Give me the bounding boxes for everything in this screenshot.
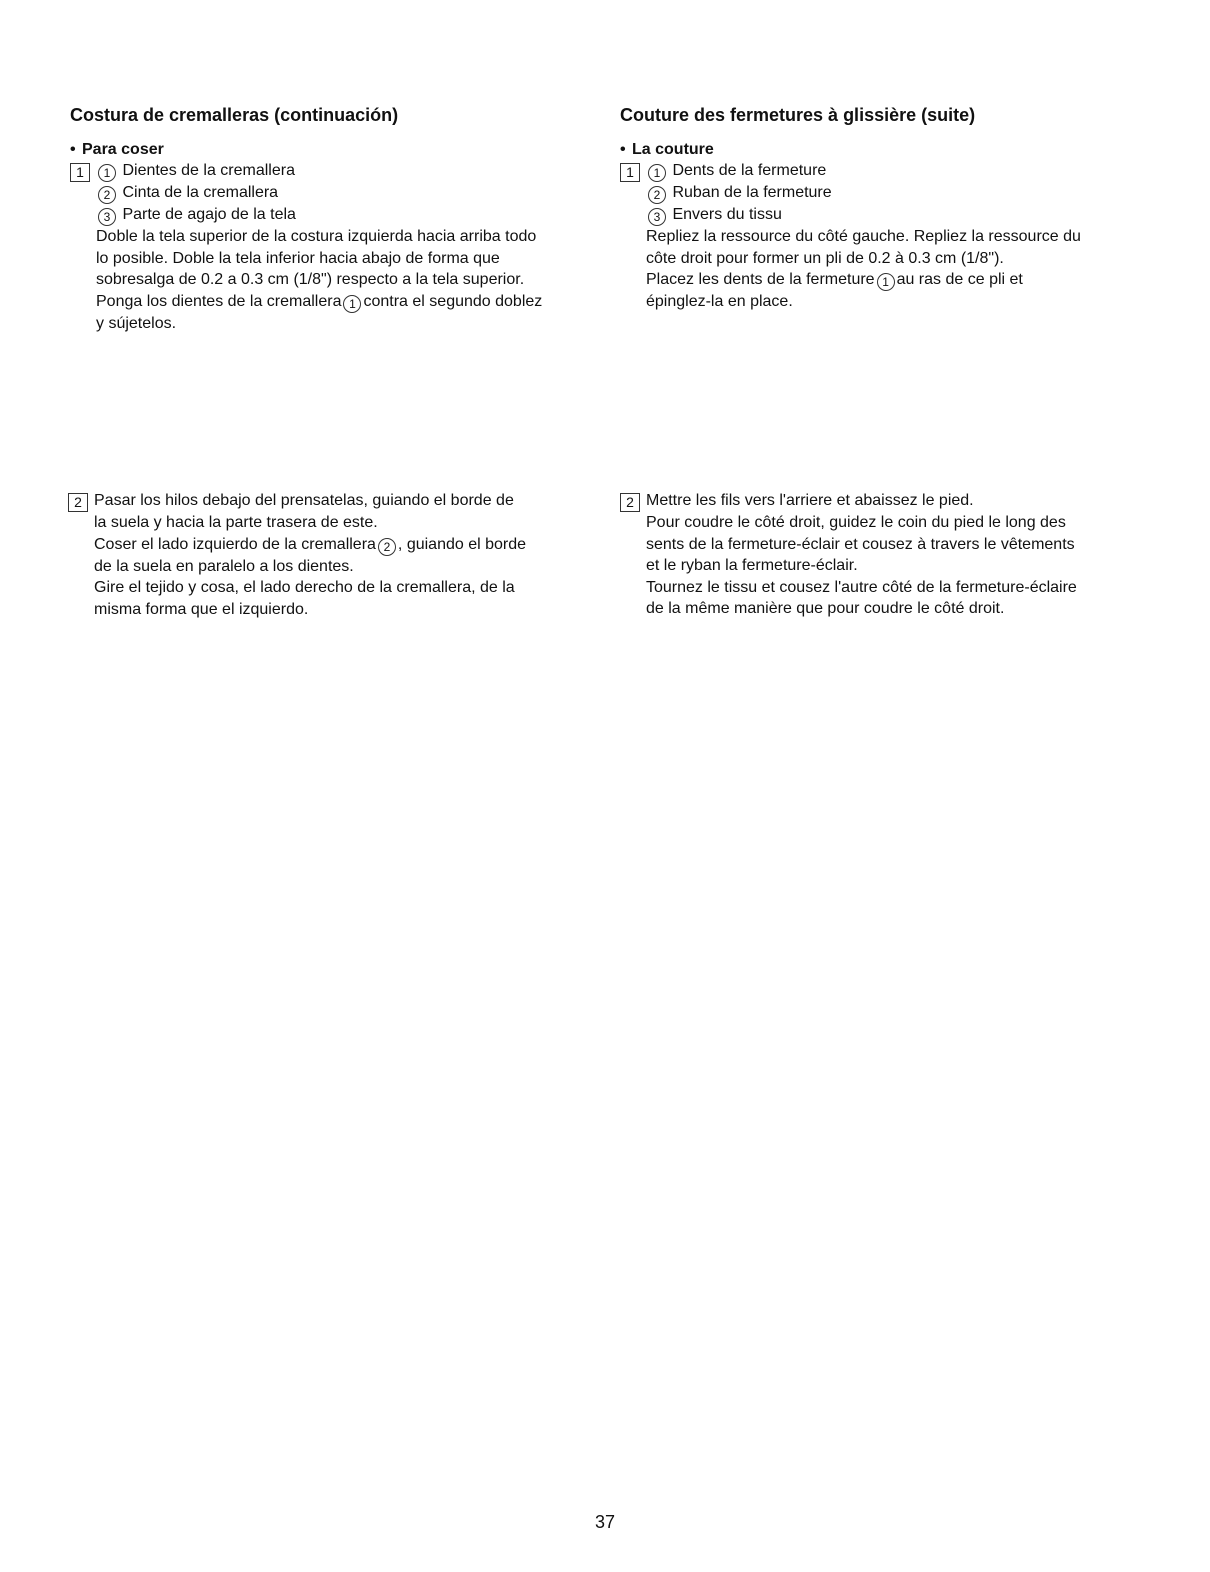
callout-number: 1 xyxy=(343,295,361,313)
french-column xyxy=(620,104,1160,313)
paragraph-line: Gire el tejido y cosa, el lado derecho de la cremallera, de la xyxy=(94,579,515,597)
paragraph-line: côte droit pour former un pli de 0.2 à 0.3 cm (1/8"). xyxy=(646,249,1004,267)
french-title: Couture des fermetures à glissière (suite) xyxy=(620,105,976,125)
paragraph-line xyxy=(70,291,610,313)
paragraph-line: sobresalga de 0.2 a 0.3 cm (1/8") respecto a la tela superior. xyxy=(96,271,525,289)
step1-item-3 xyxy=(70,204,610,226)
paragraph-line: y sújetelos. xyxy=(96,314,177,332)
spanish-step2 xyxy=(68,490,613,620)
french-subtitle-text: La couture xyxy=(632,141,714,158)
paragraph-line: Pour coudre le côté droit, guidez le coin du pied le long des xyxy=(646,514,1066,531)
spanish-column xyxy=(70,104,610,334)
paragraph-line: sents de la fermeture-éclair et cousez à travers le vêtements xyxy=(646,535,1075,553)
spanish-subtitle xyxy=(70,140,610,160)
text-fragment: au ras de ce pli et xyxy=(896,271,1023,289)
callout-number: 1 xyxy=(877,273,895,291)
step1-item-2 xyxy=(70,182,610,204)
paragraph-line: Tournez le tissu et cousez l'autre côté de la fermeture-éclaire xyxy=(646,578,1077,596)
step1-item-1 xyxy=(620,160,1160,182)
paragraph-line xyxy=(68,490,613,512)
callout-number: 2 xyxy=(98,186,116,204)
bullet-icon: • xyxy=(620,141,626,158)
callout-number: 2 xyxy=(648,186,666,204)
paragraph-line: de la suela en paralelo a los dientes. xyxy=(94,557,354,575)
step-number-box: 1 xyxy=(620,163,640,182)
text-fragment: Placez les dents de la fermeture xyxy=(646,271,875,289)
french-step2 xyxy=(620,490,1165,620)
text-fragment: Ponga los dientes de la cremallera xyxy=(96,292,342,310)
paragraph-line xyxy=(620,490,1165,512)
text-fragment: Coser el lado izquierdo de la cremallera xyxy=(94,535,376,553)
step1-item-3 xyxy=(620,204,1160,226)
text-fragment: Mettre les fils vers l'arriere et abaissez le pied. xyxy=(646,492,974,509)
callout-number: 1 xyxy=(648,164,666,182)
paragraph-line: et le ryban la fermeture-éclair. xyxy=(646,557,858,575)
paragraph-line: Repliez la ressource du côté gauche. Repliez la ressource du xyxy=(646,228,1081,245)
paragraph-line: lo posible. Doble la tela inferior hacia abajo de forma que xyxy=(96,249,500,267)
paragraph-line: misma forma que el izquierdo. xyxy=(94,600,309,618)
step-number-box: 2 xyxy=(68,493,88,512)
callout-number: 1 xyxy=(98,164,116,182)
bullet-icon: • xyxy=(70,141,76,158)
paragraph-line xyxy=(68,534,613,556)
paragraph-line: de la même manière que pour coudre le côté droit. xyxy=(646,600,1005,618)
callout-number: 2 xyxy=(378,538,396,556)
french-subtitle xyxy=(620,140,1160,160)
paragraph-line: épinglez-la en place. xyxy=(646,293,793,311)
paragraph-line xyxy=(620,269,1160,291)
step-number-box: 2 xyxy=(620,493,640,512)
item-text: Dientes de la cremallera xyxy=(122,162,295,179)
page-number: 37 xyxy=(594,1512,616,1532)
step-number-box: 1 xyxy=(70,163,90,182)
item-text: Parte de agajo de la tela xyxy=(122,206,296,223)
item-text: Cinta de la cremallera xyxy=(122,184,279,201)
callout-number: 3 xyxy=(98,208,116,226)
text-fragment: , guiando el borde xyxy=(397,535,527,553)
spanish-title: Costura de cremalleras (continuación) xyxy=(70,105,399,125)
paragraph-line: Doble la tela superior de la costura izquierda hacia arriba todo xyxy=(96,228,537,245)
step1-item-2 xyxy=(620,182,1160,204)
paragraph-line: la suela y hacia la parte trasera de este. xyxy=(94,514,378,531)
step1-item-1 xyxy=(70,160,610,182)
item-text: Ruban de la fermeture xyxy=(672,184,832,201)
text-fragment: Pasar los hilos debajo del prensatelas, guiando el borde de xyxy=(94,492,514,509)
callout-number: 3 xyxy=(648,208,666,226)
item-text: Dents de la fermeture xyxy=(672,162,827,179)
spanish-subtitle-text: Para coser xyxy=(82,141,164,158)
item-text: Envers du tissu xyxy=(672,206,782,223)
text-fragment: contra el segundo doblez xyxy=(363,292,543,310)
